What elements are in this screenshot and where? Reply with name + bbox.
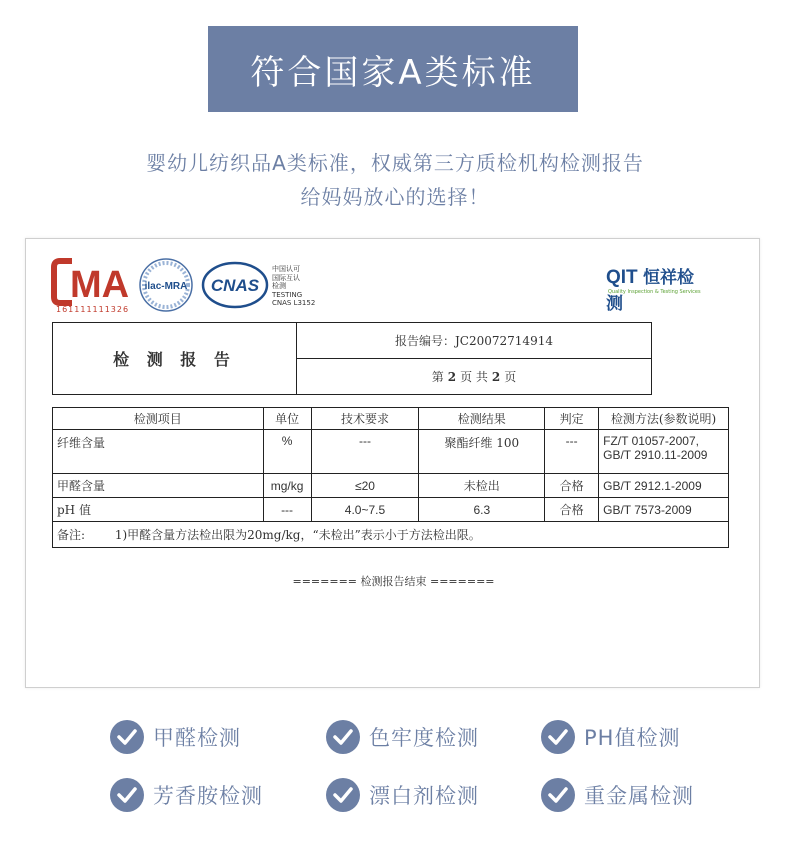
feature-aromatic-amine	[110, 778, 263, 812]
subtitle-line-2: 给妈妈放心的选择！	[300, 185, 490, 209]
note-text: 1)甲醛含量方法检出限为20mg/kg，“未检出”表示小于方法检出限。	[114, 528, 481, 542]
qit-mark: QIT	[606, 267, 638, 288]
feature-ph	[541, 720, 680, 754]
cnas-logo	[201, 261, 269, 309]
feature-label: 重金属检测	[584, 784, 694, 808]
cell-result: 6.3	[419, 498, 545, 522]
note-cell	[53, 522, 729, 548]
cell-requirement: 4.0~7.5	[311, 498, 419, 522]
cell-unit: mg/kg	[263, 474, 311, 498]
column-header: 检测项目	[53, 408, 264, 430]
subtitle-line-1: 婴幼儿纺织品A类标准，权威第三方质检机构检测报告	[146, 151, 644, 175]
page-total: 2	[491, 369, 501, 384]
feature-label: 漂白剂检测	[369, 784, 479, 808]
note-label: 备注:	[57, 528, 86, 542]
table-row	[53, 474, 729, 498]
ilac-mra-logo	[138, 257, 194, 313]
cnas-text: CNAS	[210, 276, 260, 295]
page-indicator: 第 2 页 共 2 页	[431, 369, 517, 384]
qit-tagline: Quality Inspection & Testing Services	[608, 289, 701, 295]
cell-method: GB/T 7573-2009	[599, 498, 729, 522]
feature-formaldehyde	[110, 720, 241, 754]
check-icon	[541, 720, 575, 754]
qit-logo	[606, 263, 701, 313]
results-table	[52, 407, 729, 548]
cnas-caption: 中国认可 国际互认 检测 TESTING CNAS L3152	[272, 265, 316, 307]
feature-heavy-metal	[541, 778, 694, 812]
cell-judgement: ---	[545, 430, 599, 474]
table-row	[53, 430, 729, 474]
column-header: 技术要求	[311, 408, 419, 430]
test-report	[25, 238, 760, 688]
cell-item: pH 值	[53, 498, 264, 522]
report-header	[52, 322, 652, 395]
cell-result: 聚酯纤维 100	[419, 430, 545, 474]
page-title: 符合国家A类标准	[208, 26, 578, 112]
check-icon	[541, 778, 575, 812]
cell-judgement: 合格	[545, 474, 599, 498]
table-row	[53, 498, 729, 522]
table-header-row	[53, 408, 729, 430]
feature-bleach	[326, 778, 479, 812]
cell-unit: ---	[263, 498, 311, 522]
cell-requirement: ≤20	[311, 474, 419, 498]
feature-label: 甲醛检测	[153, 726, 241, 750]
page-current: 2	[447, 369, 457, 384]
feature-color-fastness	[326, 720, 479, 754]
column-header: 单位	[263, 408, 311, 430]
check-icon	[326, 778, 360, 812]
report-heading: 检 测 报 告	[53, 323, 297, 394]
cell-requirement: ---	[311, 430, 419, 474]
feature-label: 色牢度检测	[369, 726, 479, 750]
cma-number: 161111111326	[56, 305, 130, 314]
cell-result: 未检出	[419, 474, 545, 498]
cell-item: 纤维含量	[53, 430, 264, 474]
cell-item: 甲醛含量	[53, 474, 264, 498]
check-icon	[110, 778, 144, 812]
qit-chinese-name: 恒祥检测	[606, 268, 694, 313]
cell-unit: %	[263, 430, 311, 474]
report-number: 报告编号：JC20072714914	[297, 323, 651, 359]
cell-method: FZ/T 01057-2007, GB/T 2910.11-2009	[599, 430, 729, 474]
ilac-text: ilac-MRA	[144, 281, 188, 292]
cell-method: GB/T 2912.1-2009	[599, 474, 729, 498]
report-end-line: ======= 检测报告结束 =======	[292, 575, 495, 588]
column-header: 检测方法(参数说明)	[599, 408, 729, 430]
feature-label: 芳香胺检测	[153, 784, 263, 808]
cell-judgement: 合格	[545, 498, 599, 522]
column-header: 判定	[545, 408, 599, 430]
check-icon	[326, 720, 360, 754]
table-note-row	[53, 522, 729, 548]
check-icon	[110, 720, 144, 754]
subtitle	[0, 146, 790, 214]
cma-logo-text: MA	[70, 264, 130, 306]
feature-label: PH值检测	[584, 726, 681, 750]
column-header: 检测结果	[419, 408, 545, 430]
